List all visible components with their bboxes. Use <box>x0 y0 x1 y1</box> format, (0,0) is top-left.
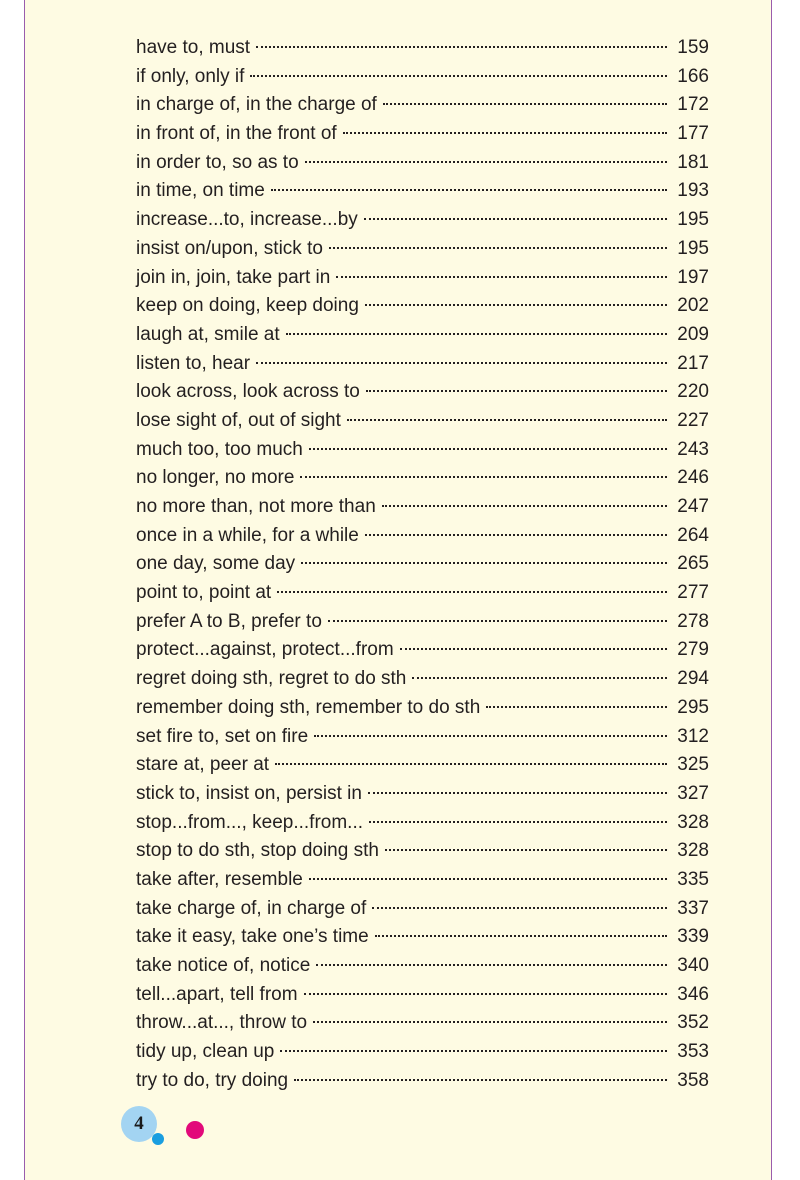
index-entry <box>136 550 709 579</box>
entry-page-number: 166 <box>677 65 709 87</box>
index-entry <box>136 91 709 120</box>
entry-page-number: 294 <box>677 668 709 690</box>
book-page <box>24 0 772 1180</box>
entry-term: take notice of, notice <box>136 955 311 976</box>
index-entry <box>136 206 709 235</box>
dot-leader <box>336 276 667 278</box>
dot-leader <box>347 419 667 421</box>
dot-leader <box>372 907 667 909</box>
index-entry <box>136 981 709 1010</box>
dot-leader <box>365 534 667 536</box>
entry-term: no more than, not more than <box>136 496 376 517</box>
dot-leader <box>275 763 667 765</box>
entry-page-number: 295 <box>677 696 709 718</box>
entry-page-number: 197 <box>677 266 709 288</box>
entry-page-number: 278 <box>677 610 709 632</box>
index-entry <box>136 235 709 264</box>
entry-page-number: 328 <box>677 840 709 862</box>
dot-leader <box>250 75 667 77</box>
entry-page-number: 202 <box>677 295 709 317</box>
entry-term: in time, on time <box>136 180 265 202</box>
entry-page-number: 352 <box>677 1012 709 1034</box>
entry-term: throw...at..., throw to <box>136 1012 308 1034</box>
entry-page-number: 243 <box>677 438 709 460</box>
entry-term: one day, some day <box>136 553 296 575</box>
entry-page-number: 209 <box>677 323 709 345</box>
entry-term: stop to do sth, stop doing sth <box>136 840 379 862</box>
index-entry <box>136 1067 709 1096</box>
entry-term: no longer, no more <box>136 467 295 489</box>
entry-term: if only, only if <box>136 65 245 87</box>
index-entry <box>136 464 709 493</box>
entry-term: tidy up, clean up <box>136 1041 275 1063</box>
dot-leader <box>343 132 668 134</box>
entry-page-number: 346 <box>677 983 709 1005</box>
index-entry <box>136 1009 709 1038</box>
index-entry <box>136 837 709 866</box>
entry-term: listen to, hear <box>136 352 251 374</box>
entry-page-number: 325 <box>677 754 709 776</box>
index-entry <box>136 63 709 92</box>
entry-page-number: 181 <box>677 151 709 173</box>
entry-term: try to do, try doing <box>136 1069 289 1091</box>
entry-term: lose sight of, out of sight <box>136 409 341 431</box>
index-entry <box>136 149 709 178</box>
entry-page-number: 247 <box>677 496 709 517</box>
dot-leader <box>277 591 667 593</box>
index-entry <box>136 866 709 895</box>
entry-term: tell...apart, tell from <box>136 983 298 1005</box>
dot-leader <box>385 849 667 851</box>
entry-term: point to, point at <box>136 582 272 604</box>
dot-leader <box>300 476 667 478</box>
entry-term: keep on doing, keep doing <box>136 295 359 317</box>
entry-page-number: 227 <box>677 409 709 431</box>
dot-leader <box>412 677 667 679</box>
entry-term: stick to, insist on, persist in <box>136 782 362 804</box>
index-entry <box>136 350 709 379</box>
entry-term: take it easy, take one’s time <box>136 926 369 948</box>
entry-term: once in a while, for a while <box>136 524 359 546</box>
entry-page-number: 195 <box>677 237 709 259</box>
entry-page-number: 177 <box>677 123 709 145</box>
entry-term: join in, join, take part in <box>136 266 331 288</box>
dot-leader <box>294 1079 667 1081</box>
entry-page-number: 340 <box>677 955 709 976</box>
entry-term: in charge of, in the charge of <box>136 94 377 116</box>
index-entry <box>136 264 709 293</box>
index-entry <box>136 177 709 206</box>
dot-leader <box>271 189 667 191</box>
index-entry <box>136 493 709 522</box>
dot-leader <box>280 1050 667 1052</box>
entry-page-number: 358 <box>677 1069 709 1091</box>
entry-page-number: 246 <box>677 467 709 489</box>
index-entry <box>136 723 709 752</box>
dot-leader <box>328 620 667 622</box>
index-list <box>136 34 709 1095</box>
entry-term: protect...against, protect...from <box>136 639 394 661</box>
index-entry <box>136 665 709 694</box>
entry-page-number: 335 <box>677 868 709 890</box>
entry-page-number: 337 <box>677 897 709 919</box>
dot-leader <box>369 821 667 823</box>
pink-dot-decoration <box>186 1121 204 1139</box>
entry-term: laugh at, smile at <box>136 323 280 345</box>
index-entry <box>136 923 709 952</box>
entry-page-number: 220 <box>677 381 709 403</box>
index-entry <box>136 579 709 608</box>
index-entry <box>136 120 709 149</box>
entry-term: take after, resemble <box>136 868 303 890</box>
entry-term: prefer A to B, prefer to <box>136 610 322 632</box>
entry-page-number: 279 <box>677 639 709 661</box>
index-entry <box>136 436 709 465</box>
page-number-badge: 4 <box>121 1106 157 1142</box>
entry-term: have to, must <box>136 37 251 58</box>
dot-leader <box>486 706 667 708</box>
entry-term: insist on/upon, stick to <box>136 237 323 259</box>
entry-page-number: 195 <box>677 209 709 231</box>
dot-leader <box>313 1021 667 1023</box>
entry-page-number: 193 <box>677 180 709 202</box>
index-entry <box>136 34 709 63</box>
dot-leader <box>314 735 667 737</box>
dot-leader <box>309 878 667 880</box>
dot-leader <box>329 247 667 249</box>
entry-page-number: 277 <box>677 582 709 604</box>
index-entry <box>136 780 709 809</box>
dot-leader <box>364 218 668 220</box>
entry-page-number: 312 <box>677 725 709 747</box>
dot-leader <box>365 304 667 306</box>
dot-leader <box>400 648 668 650</box>
index-entry <box>136 751 709 780</box>
entry-term: in front of, in the front of <box>136 123 337 145</box>
dot-leader <box>301 562 667 564</box>
index-entry <box>136 321 709 350</box>
dot-leader <box>316 964 667 966</box>
entry-term: in order to, so as to <box>136 151 299 173</box>
dot-leader <box>366 390 667 392</box>
entry-term: set fire to, set on fire <box>136 725 309 747</box>
index-entry <box>136 407 709 436</box>
entry-term: remember doing sth, remember to do sth <box>136 696 481 718</box>
index-entry <box>136 378 709 407</box>
index-entry <box>136 636 709 665</box>
entry-term: take charge of, in charge of <box>136 897 367 919</box>
entry-page-number: 217 <box>677 352 709 374</box>
dot-leader <box>286 333 668 335</box>
dot-leader <box>375 935 668 937</box>
entry-term: much too, too much <box>136 438 303 460</box>
dot-leader <box>305 161 668 163</box>
entry-term: increase...to, increase...by <box>136 209 358 231</box>
entry-page-number: 265 <box>677 553 709 575</box>
entry-page-number: 339 <box>677 926 709 948</box>
dot-leader <box>256 46 667 48</box>
entry-page-number: 264 <box>677 524 709 546</box>
dot-leader <box>309 448 667 450</box>
index-entry <box>136 694 709 723</box>
entry-page-number: 328 <box>677 811 709 833</box>
entry-page-number: 159 <box>677 37 709 58</box>
index-entry <box>136 292 709 321</box>
entry-term: look across, look across to <box>136 381 360 403</box>
index-entry <box>136 809 709 838</box>
dot-leader <box>382 505 668 507</box>
index-entry <box>136 895 709 924</box>
dot-leader <box>256 362 667 364</box>
entry-term: stop...from..., keep...from... <box>136 811 364 833</box>
index-entry <box>136 952 709 981</box>
entry-term: stare at, peer at <box>136 754 270 776</box>
index-entry <box>136 608 709 637</box>
index-entry <box>136 1038 709 1067</box>
entry-page-number: 327 <box>677 782 709 804</box>
entry-page-number: 172 <box>677 94 709 116</box>
dot-leader <box>368 792 667 794</box>
entry-term: regret doing sth, regret to do sth <box>136 668 407 690</box>
dot-leader <box>304 993 668 995</box>
entry-page-number: 353 <box>677 1041 709 1063</box>
blue-dot-decoration <box>152 1133 164 1145</box>
index-entry <box>136 522 709 551</box>
dot-leader <box>383 103 667 105</box>
